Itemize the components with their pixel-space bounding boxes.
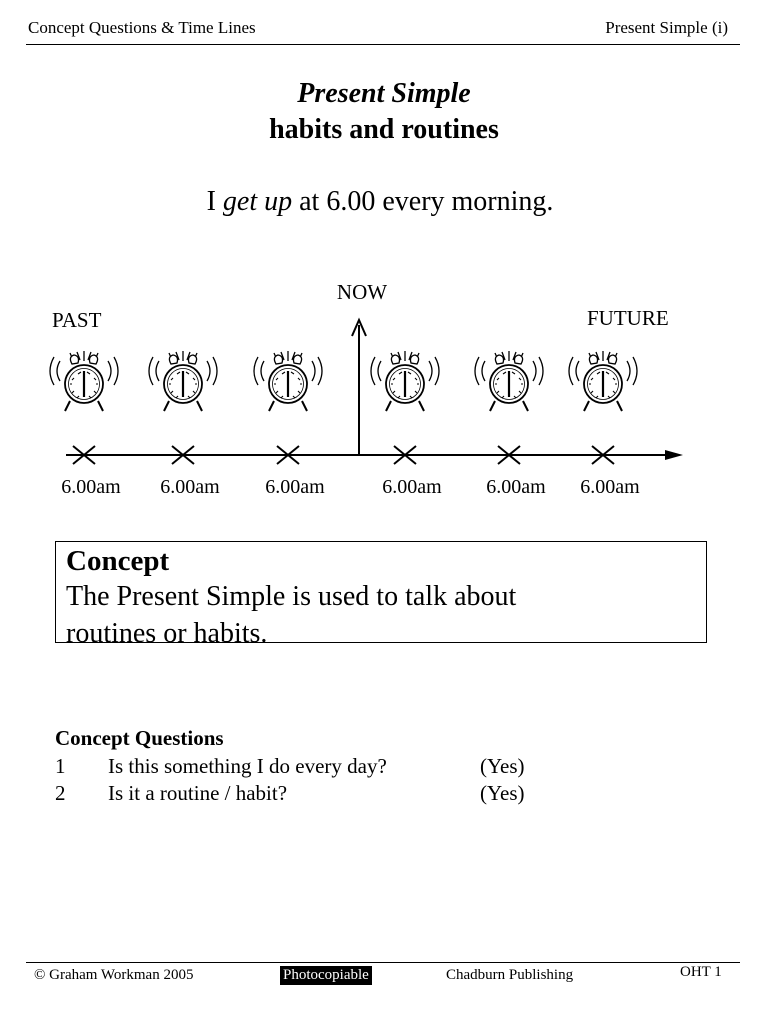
question-text: Is this something I do every day?: [108, 754, 387, 778]
header-left: Concept Questions & Time Lines: [28, 18, 256, 37]
event-time-label: 6.00am: [160, 476, 220, 498]
concept-body-line-2: routines or habits.: [66, 618, 268, 649]
timeline-event: [475, 351, 546, 498]
past-label: PAST: [52, 308, 102, 332]
concept-question-row: [55, 754, 615, 780]
footer-photocopiable-badge: Photocopiable: [280, 966, 372, 985]
alarm-clock-icon: [254, 351, 322, 411]
concept-box: [55, 541, 707, 649]
event-time-label: 6.00am: [486, 476, 546, 498]
footer-page-label: OHT 1: [680, 964, 722, 980]
event-time-label: 6.00am: [265, 476, 325, 498]
timeline-event: [149, 351, 220, 498]
question-number: 2: [55, 781, 66, 805]
header-right: Present Simple (i): [605, 18, 728, 37]
page-subtitle: habits and routines: [269, 114, 499, 145]
event-time-label: 6.00am: [382, 476, 442, 498]
concept-heading: Concept: [66, 545, 170, 577]
example-pre: I: [206, 186, 223, 217]
page-title: Present Simple: [297, 78, 471, 109]
timeline-event: [50, 351, 121, 498]
future-label: FUTURE: [587, 306, 669, 330]
timeline: [0, 270, 768, 510]
question-answer: (Yes): [480, 754, 525, 778]
timeline-event: [371, 351, 442, 498]
example-post: at 6.00 every morning.: [292, 186, 554, 217]
footer-publisher: Chadburn Publishing: [446, 967, 574, 983]
question-answer: (Yes): [480, 781, 525, 805]
alarm-clock-icon: [50, 351, 118, 411]
alarm-clock-icon: [569, 351, 637, 411]
footer-copyright: © Graham Workman 2005: [34, 967, 194, 983]
timeline-event: [254, 351, 325, 498]
timeline-event: [569, 351, 640, 498]
footer-rule: [26, 962, 740, 963]
alarm-clock-icon: [149, 351, 217, 411]
header-rule: [26, 44, 740, 45]
event-time-label: 6.00am: [580, 476, 640, 498]
alarm-clock-icon: [371, 351, 439, 411]
concept-question-row: [55, 781, 615, 807]
concept-body-line-1: The Present Simple is used to talk about: [66, 581, 517, 612]
example-verb: get up: [222, 186, 293, 217]
question-number: 1: [55, 754, 66, 778]
now-label: NOW: [336, 280, 388, 304]
event-time-label: 6.00am: [61, 476, 121, 498]
question-text: Is it a routine / habit?: [108, 781, 288, 805]
timeline-axis-arrowhead: [665, 450, 683, 460]
alarm-clock-icon: [475, 351, 543, 411]
concept-questions-heading: Concept Questions: [55, 726, 224, 750]
example-sentence: [0, 186, 760, 218]
